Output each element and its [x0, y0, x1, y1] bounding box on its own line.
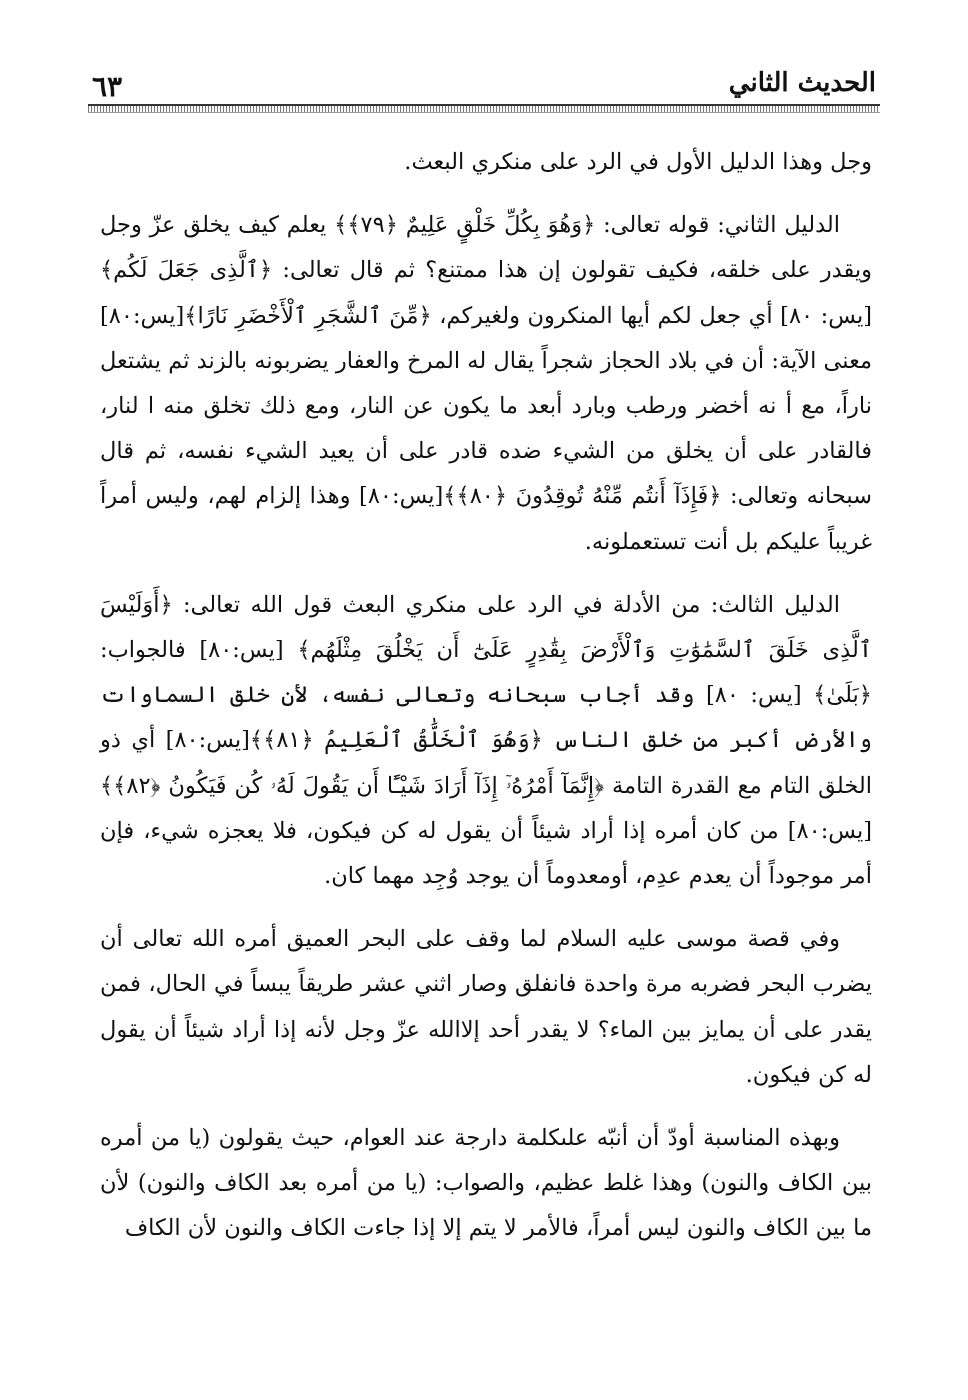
header-divider	[88, 104, 880, 113]
paragraph: الدليل الثالث: من الأدلة في الرد على منكري البعث قول الله تعالى: ﴿أَوَلَيْسَ ٱلَّذِى خَلَقَ ٱلسَّمَٰوَٰتِ وَٱلْأَرْضَ بِقَٰدِرٍ عَلَىٰٓ أَن يَخْلُقَ مِثْلَهُم﴾ [يس:٨٠] فالجواب: ﴿بَلَىٰ﴾ [يس: ٨٠] وقد أجاب سبحانه وتعالى نفسه، لأن خلق السماوات والأرض أكبر من خلق الناس ﴿وَهُوَ ٱلْخَلَّٰقُ ٱلْعَلِيمُ ﴿٨١﴾﴾[يس:٨٠] أي ذو الخلق التام مع القدرة التامة ﴿إِنَّمَآ أَمْرُهُۥٓ إِذَآ أَرَادَ شَيْـًٔا أَن يَقُولَ لَهُۥ كُن فَيَكُونُ ﴿٨٢﴾﴾[يس:٨٠] من كان أمره إذا أراد شيئاً أن يقول له كن فيكون، فلا يعجزه شيء، فإن أمر موجوداً أن يعدم عدِم، أومعدوماً أن يوجد وُجِد مهما كان.	[100, 591, 873, 890]
paragraph: وفي قصة موسى عليه السلام لما وقف على البحر العميق أمره الله تعالى أن يضرب البحر فضربه مرة واحدة فانفلق وصار اثني عشر طريقاً يبساً في الحال، فمن يقدر على أن يمايز بين الماء؟ لا يقدر أحد إلاالله عزّ وجل لأنه إذا أراد شيئاً أن يقول له كن فيكون.	[100, 926, 872, 1088]
paragraph: وجل وهذا الدليل الأول في الرد على منكري البعث.	[404, 149, 872, 175]
page-header	[92, 62, 876, 102]
paragraph: وبهذه المناسبة أودّ أن أنبّه علىكلمة دارجة عند العوام، حيث يقولون (يا من أمره بين الكاف والنون) وهذا غلط عظيم، والصواب: (يا من أمره بعد الكاف والنون) لأن ما بين الكاف والنون ليس أمراً، فالأمر لا يتم إلا إذا جاءت الكاف والنون لأن الكاف	[100, 1125, 872, 1242]
paragraph: الدليل الثاني: قوله تعالى: ﴿وَهُوَ بِكُلِّ خَلْقٍ عَلِيمٌ ﴿٧٩﴾﴾ يعلم كيف يخلق عزّ وجل ويقدر على خلقه، فكيف تقولون إن هذا ممتنع؟ ثم قال تعالى: ﴿ٱلَّذِى جَعَلَ لَكُم﴾ [يس: ٨٠] أي جعل لكم أيها المنكرون ولغيركم، ﴿مِّنَ ٱلشَّجَرِ ٱلْأَخْضَرِ نَارًا﴾[يس:٨٠] معنى الآية: أن في بلاد الحجاز شجراً يقال له المرخ والعفار يضربونه بالزند ثم يشتعل ناراً، مع أ نه أخضر ورطب وبارد أبعد ما يكون عن النار، ومع ذلك تخلق منه ا لنار، فالقادر على أن يخلق من الشيء ضده قادر على أن يعيد الشيء نفسه، ثم قال سبحانه وتعالى: ﴿فَإِذَآ أَنتُم مِّنْهُ تُوقِدُونَ ﴿٨٠﴾﴾[يس:٨٠] وهذا إلزام لهم، وليس أمراً غريباً عليكم بل أنت تستعملونه.	[100, 212, 872, 555]
page-body	[100, 140, 872, 1270]
running-title: الحديث الثاني	[728, 68, 876, 98]
page-number: ٦٣	[92, 70, 123, 103]
